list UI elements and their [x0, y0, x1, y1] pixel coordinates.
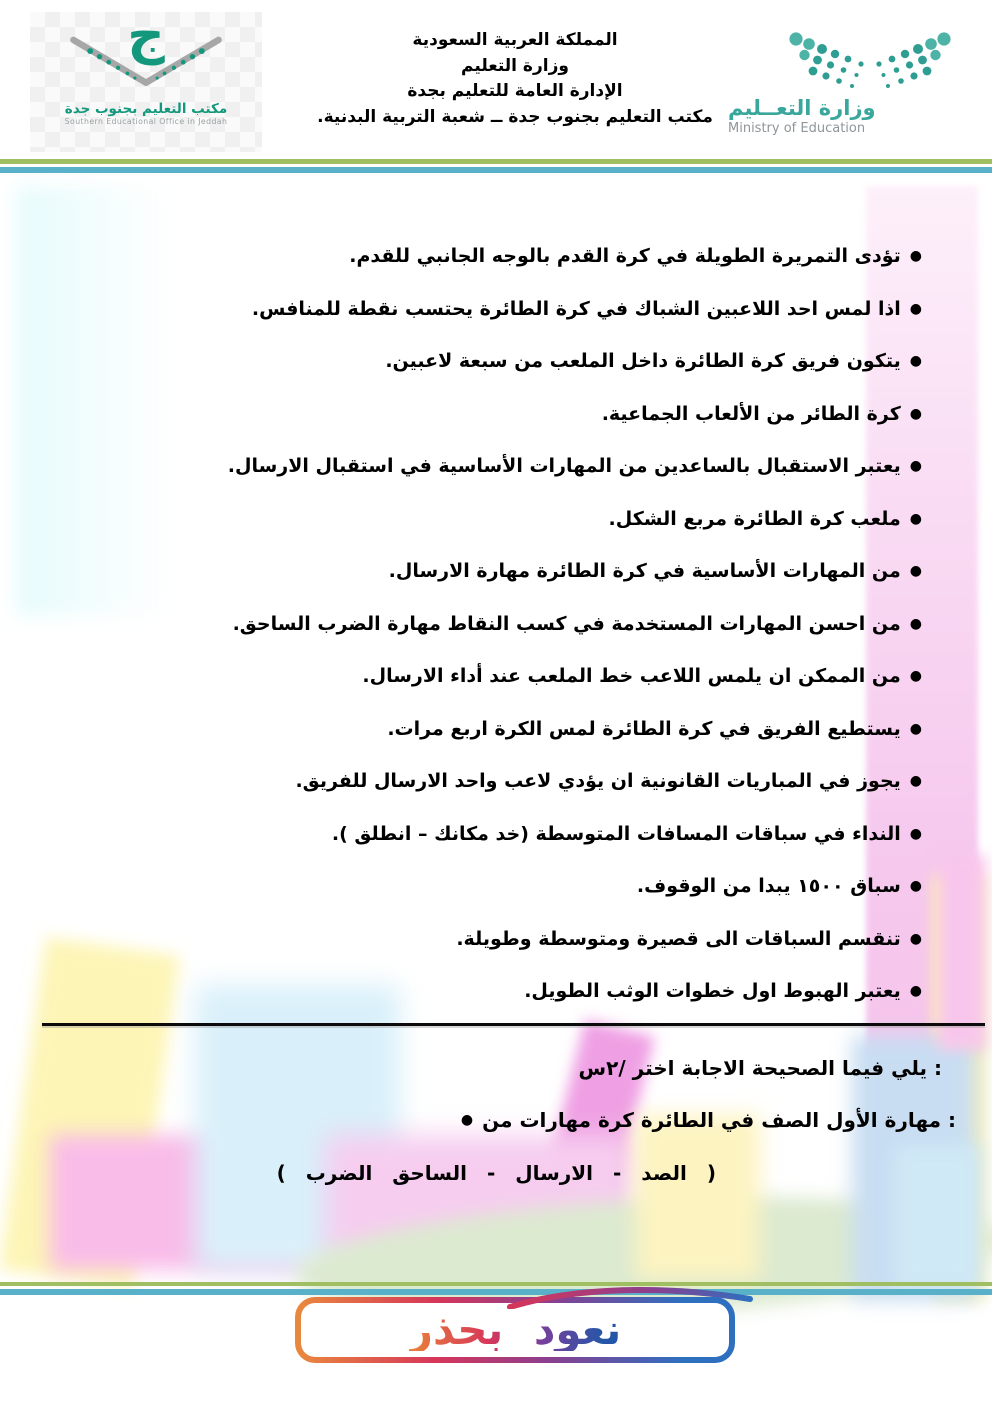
bullet-icon: ●: [909, 458, 922, 475]
pastel-blob: [938, 855, 986, 1050]
header-text-block: [295, 28, 735, 130]
bullet-icon: ●: [460, 1112, 474, 1128]
statement-text: تنقسم السباقات الى قصيرة ومتوسطة وطويلة.: [456, 927, 901, 950]
bullet-icon: ●: [909, 878, 922, 895]
svg-text:ج: ج: [127, 12, 165, 66]
bullet-icon: ●: [909, 825, 922, 842]
bullet-icon: ●: [909, 353, 922, 370]
statement-text: النداء في سباقات المسافات المتوسطة (خد مكانك – انطلق ).: [331, 822, 901, 845]
statement-text: يعتبر الهبوط اول خطوات الوثب الطويل.: [524, 980, 901, 1003]
bullet-icon: ●: [909, 720, 922, 737]
statement-text: يعتبر الاستقبال بالساعدين من المهارات الأساسية في استقبال الارسال.: [227, 455, 901, 478]
statement-text: من الممكن ان يلمس اللاعب خط الملعب عند أداء الارسال.: [362, 665, 901, 688]
statement-row: [40, 598, 922, 651]
bullet-icon: ●: [909, 773, 922, 790]
statements-list: [40, 230, 922, 1018]
header-line-office: مكتب التعليم بجنوب جدة ــ شعبة التربية البدنية.: [317, 106, 713, 127]
question-options: ( الضرب الساحق - الارسال - الصد ): [276, 1161, 716, 1185]
question-heading: س٢/ اختر الاجابة الصحيحة فيما يلي :: [578, 1056, 942, 1080]
statement-row: [40, 703, 922, 756]
statement-text: اذا لمس احد اللاعبين الشباك في كرة الطائرة يحتسب نقطة للمنافس.: [251, 297, 901, 320]
bullet-icon: ●: [909, 668, 922, 685]
statement-row: [40, 965, 922, 1018]
jeddah-office-logo: [30, 12, 262, 152]
statement-row: [40, 545, 922, 598]
badge-label: نعود بحذر: [408, 1305, 622, 1354]
statement-row: [40, 335, 922, 388]
pastel-blob: [635, 1115, 760, 1280]
moe-dots-icon: [770, 28, 970, 90]
header-line-country: المملكة العربية السعودية: [412, 30, 618, 50]
jeddah-office-subtitle: Southern Educational Office in Jeddah: [64, 117, 228, 126]
divider-green-line: [0, 159, 992, 164]
ministry-of-education-logo: [712, 28, 974, 154]
statement-row: [40, 755, 922, 808]
pastel-blob: [895, 1145, 980, 1290]
separator-line: [42, 1023, 985, 1026]
statement-row: [40, 913, 922, 966]
statement-row: [40, 493, 922, 546]
statement-row: [40, 440, 922, 493]
statement-row: [40, 808, 922, 861]
statement-text: ملعب كرة الطائرة مربع الشكل.: [608, 507, 901, 530]
jeddah-office-title: مكتب التعليم بجنوب جدة: [64, 101, 228, 117]
header-line-ministry: وزارة التعليم: [461, 55, 569, 76]
header-line-directorate: الإدارة العامة للتعليم بجدة: [407, 81, 623, 101]
return-with-caution-badge: [295, 1297, 735, 1363]
statement-text: من احسن المهارات المستخدمة في كسب النقاط مهارة الضرب الساحق.: [232, 612, 901, 635]
statement-row: [40, 650, 922, 703]
bullet-icon: ●: [909, 930, 922, 947]
bullet-icon: ●: [909, 300, 922, 317]
question-item: [461, 1108, 956, 1132]
statement-row: [40, 230, 922, 283]
statement-text: يتكون فريق كرة الطائرة داخل الملعب من سبعة لاعبين.: [385, 350, 901, 373]
bullet-icon: ●: [909, 248, 922, 265]
bullet-icon: ●: [909, 983, 922, 1000]
divider-blue-line: [0, 167, 992, 173]
bullet-icon: ●: [909, 615, 922, 632]
bullet-icon: ●: [909, 563, 922, 580]
moe-subtitle-english: Ministry of Education: [728, 121, 866, 136]
statement-row: [40, 388, 922, 441]
statement-text: كرة الطائر من الألعاب الجماعية.: [601, 402, 901, 425]
divider-green-line: [0, 1282, 992, 1286]
bullet-icon: ●: [909, 405, 922, 422]
badge-inner-panel: [301, 1303, 729, 1357]
question-item-text: من مهارات كرة الطائرة في الصف الأول مهارة :: [482, 1108, 956, 1132]
statement-text: يجوز في المباريات القانونية ان يؤدي لاعب واحد الارسال للفريق.: [295, 770, 901, 793]
statement-row: [40, 283, 922, 336]
bullet-icon: ●: [909, 510, 922, 527]
divider-blue-line: [0, 1289, 992, 1295]
statement-text: يستطيع الفريق في كرة الطائرة لمس الكرة اربع مرات.: [387, 717, 901, 740]
statement-text: سباق ١٥٠٠ يبدا من الوقوف.: [636, 875, 901, 898]
statement-row: [40, 860, 922, 913]
jeddah-office-emblem-icon: [53, 12, 239, 105]
statement-text: تؤدى التمريرة الطويلة في كرة القدم بالوجه الجانبي للقدم.: [349, 245, 901, 268]
moe-title-arabic: وزارة التعــليم: [728, 96, 876, 120]
statement-text: من المهارات الأساسية في كرة الطائرة مهارة الارسال.: [388, 560, 901, 583]
